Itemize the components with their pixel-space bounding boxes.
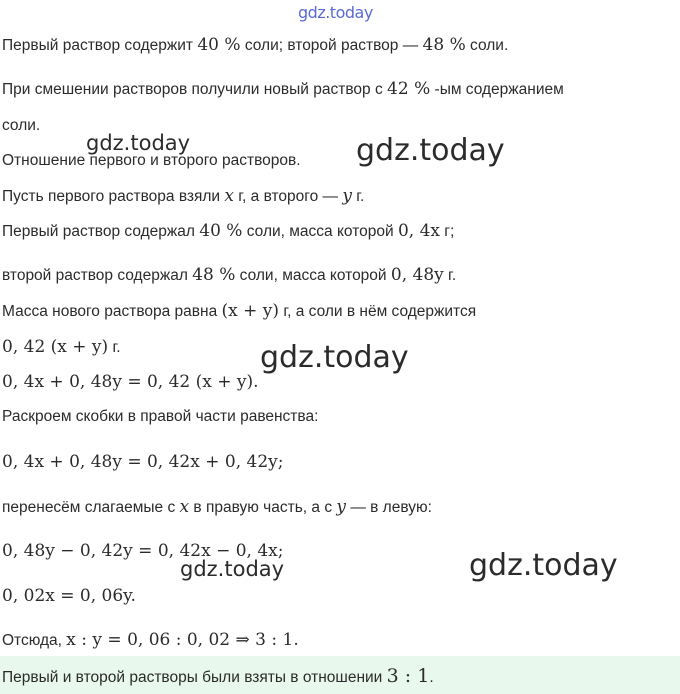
text-line: Первый раствор содержал 40 % соли, масса которой 0, 4x г; — [2, 221, 455, 241]
equation-line: 0, 48y − 0, 42y = 0, 42x − 0, 4x; — [2, 541, 284, 561]
answer-text: Первый и второй растворы были взяты в отношении 3 : 1. — [2, 665, 434, 687]
text-line: соли. — [2, 117, 41, 134]
text-line: Пусть первого раствора взяли x г, а второго — y г. — [2, 186, 365, 206]
watermark-text: gdz.today — [86, 131, 191, 155]
text-line: второй раствор содержал 48 % соли, масса которой 0, 48y г. — [2, 265, 457, 285]
text-line: Отношение первого и второго растворов. — [2, 152, 301, 169]
equation-line: 0, 02x = 0, 06y. — [2, 586, 136, 606]
text-line: Первый раствор содержит 40 % соли; второй раствор — 48 % соли. — [2, 35, 509, 55]
text-line: 0, 42 (x + y) г. — [2, 337, 121, 357]
text-line: При смешении растворов получили новый раствор с 42 % -ым содержанием — [2, 79, 564, 99]
watermark-text: gdz.today — [298, 3, 373, 22]
text-line: Отсюда, x : y = 0, 06 : 0, 02 ⇒ 3 : 1. — [2, 630, 299, 650]
answer-box — [0, 656, 680, 694]
watermark-text: gdz.today — [469, 548, 618, 583]
watermark-text: gdz.today — [260, 340, 409, 375]
text-line: перенесём слагаемые с x в правую часть, а с y — в левую: — [2, 497, 432, 517]
watermark-text: gdz.today — [180, 557, 285, 581]
text-line: Раскроем скобки в правой части равенства: — [2, 408, 319, 425]
equation-line: 0, 4x + 0, 48y = 0, 42x + 0, 42y; — [2, 452, 284, 472]
equation-line: 0, 4x + 0, 48y = 0, 42 (x + y). — [2, 372, 259, 392]
text-line: Масса нового раствора равна (x + y) г, а соли в нём содержится — [2, 301, 477, 321]
watermark-text: gdz.today — [356, 133, 505, 168]
